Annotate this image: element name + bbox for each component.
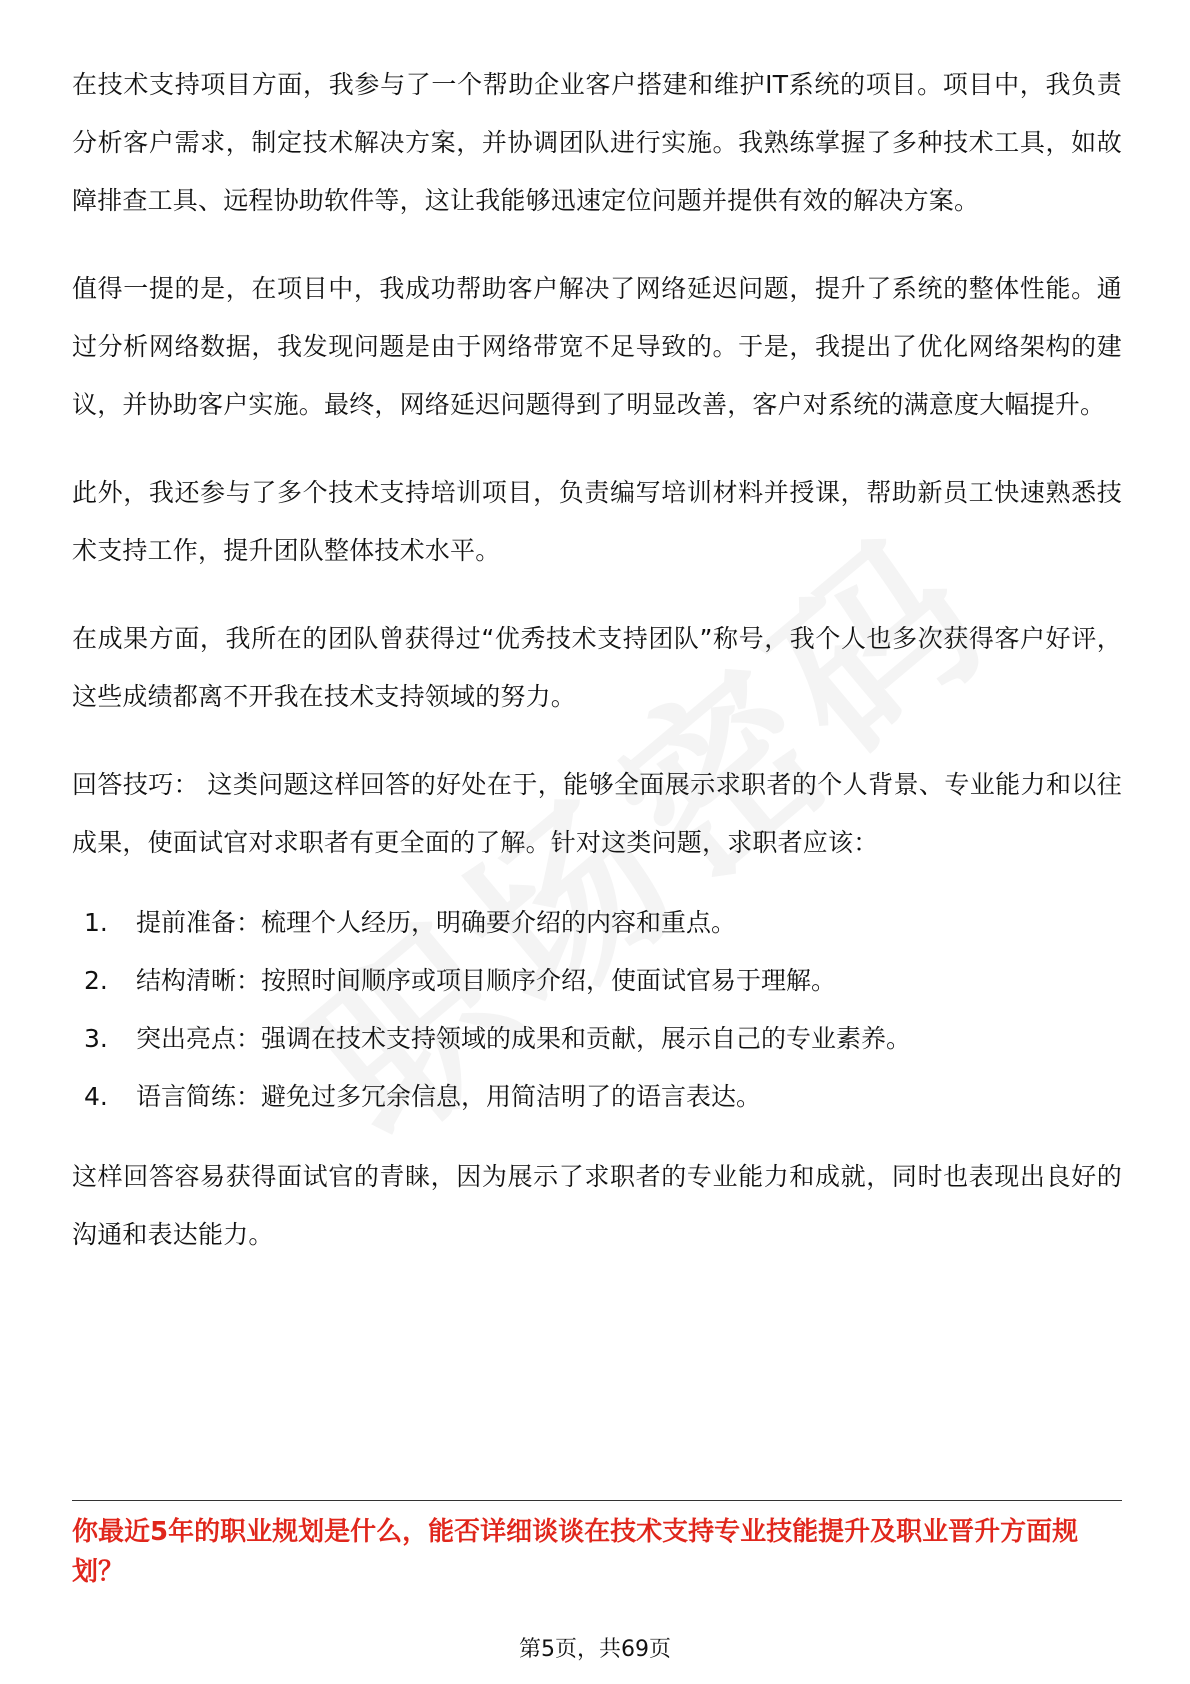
list-item [72,894,1122,952]
list-item [72,1010,1122,1068]
paragraph-closing: 这样回答容易获得面试官的青睐，因为展示了求职者的专业能力和成就，同时也表现出良好的沟通和表达能力。 [72,1162,1122,1249]
list-text: 提前准备：梳理个人经历，明确要介绍的内容和重点。 [136,908,737,937]
paragraph-answer-tips: 回答技巧： 这类问题这样回答的好处在于，能够全面展示求职者的个人背景、专业能力和以往成果，使面试官对求职者有更全面的了解。针对这类问题，求职者应该： [72,770,1122,857]
paragraph-network-issue: 值得一提的是，在项目中，我成功帮助客户解决了网络延迟问题，提升了系统的整体性能。通过分析网络数据，我发现问题是由于网络带宽不足导致的。于是，我提出了优化网络架构的建议，并协助客户实施。最终，网络延迟问题得到了明显改善，客户对系统的满意度大幅提升。 [72,274,1122,419]
list-text: 语言简练：避免过多冗余信息，用简洁明了的语言表达。 [136,1082,762,1111]
paragraph-project: 在技术支持项目方面，我参与了一个帮助企业客户搭建和维护IT系统的项目。项目中，我负责分析客户需求，制定技术解决方案，并协调团队进行实施。我熟练掌握了多种技术工具，如故障排查工具、远程协助软件等，这让我能够迅速定位问题并提供有效的解决方案。 [72,70,1122,215]
list-text: 突出亮点：强调在技术支持领域的成果和贡献，展示自己的专业素养。 [136,1024,912,1053]
list-text: 结构清晰：按照时间顺序或项目顺序介绍，使面试官易于理解。 [136,966,837,995]
list-number: 4. [84,1082,108,1111]
section-divider [72,1500,1122,1501]
list-number: 2. [84,966,108,995]
paragraph-achievements: 在成果方面，我所在的团队曾获得过“优秀技术支持团队”称号，我个人也多次获得客户好评，这些成绩都离不开我在技术支持领域的努力。 [72,624,1122,711]
list-number: 3. [84,1024,108,1053]
list-item [72,1068,1122,1126]
list-item [72,952,1122,1010]
page-footer: 第5页，共69页 [519,1637,671,1662]
list-number: 1. [84,908,108,937]
document-body [72,56,1122,1294]
paragraph-training: 此外，我还参与了多个技术支持培训项目，负责编写培训材料并授课，帮助新员工快速熟悉技术支持工作，提升团队整体技术水平。 [72,478,1122,565]
tips-list [72,894,1122,1126]
next-question-heading: 你最近5年的职业规划是什么，能否详细谈谈在技术支持专业技能提升及职业晋升方面规划？ [72,1517,1079,1587]
